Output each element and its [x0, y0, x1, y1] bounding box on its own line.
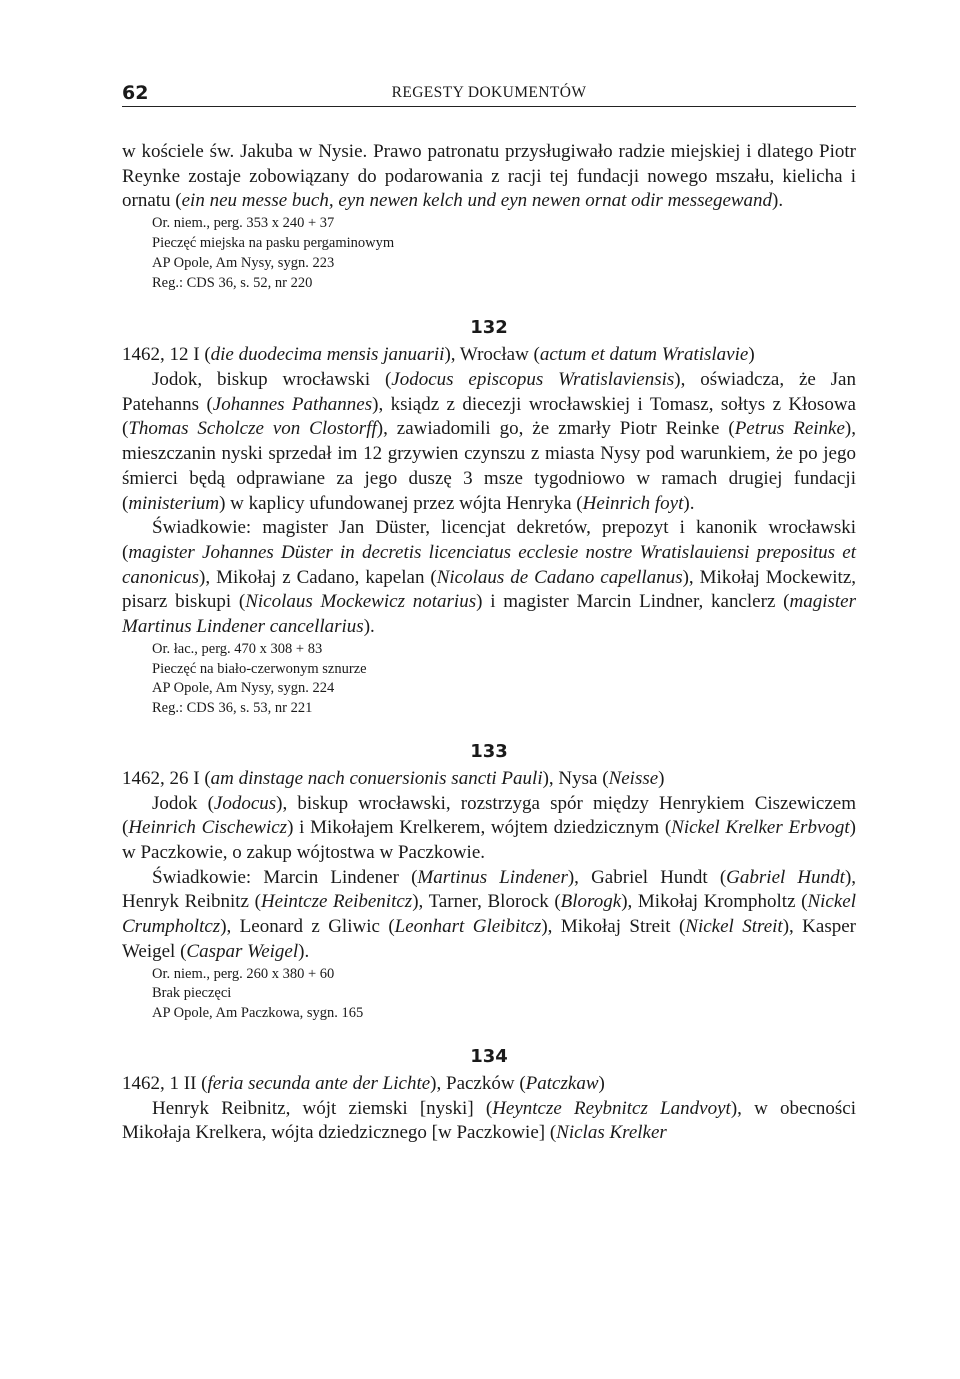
- text-run: ), oświadcza, że Jan Patehanns (: [122, 369, 856, 415]
- latin-quotation: ein neu messe buch, eyn newen kelch und eyn newen ornat odir messegewand: [181, 190, 773, 212]
- latin-quotation: Martinus Lindener: [417, 866, 568, 888]
- regest-number: 133: [470, 740, 508, 762]
- text-run: ) w Paczkowie, o zakup wójtostwa w Paczkowie.: [122, 817, 856, 864]
- text-run: Jodok (: [152, 792, 214, 814]
- text-run: Świadkowie: magister Jan Düster, licencjat dekretów, prepozyt i kanonik wrocławski (: [122, 517, 856, 563]
- latin-quotation: magister Johannes Düster in decretis licenciatus ecclesie nostre Wratislauiensi prepositus et canonicus: [122, 541, 856, 588]
- latin-quotation: Petrus Reinke: [734, 418, 845, 440]
- archival-note: Pieczęć miejska na pasku pergaminowym: [152, 234, 395, 251]
- text-run: ), Kasper Weigel (: [122, 916, 856, 962]
- archival-note: AP Opole, Am Nysy, sygn. 223: [152, 254, 335, 271]
- text-run: 1462, 12 I (: [122, 344, 211, 366]
- latin-quotation: Heinrich Cischewicz: [128, 817, 288, 839]
- archival-note: Reg.: CDS 36, s. 52, nr 220: [152, 274, 313, 291]
- page-header: [122, 80, 856, 107]
- latin-quotation: Leonhart Gleibitcz: [394, 916, 542, 938]
- regest-paragraph: [122, 792, 856, 866]
- text-run: ).: [363, 616, 375, 638]
- text-run: ).: [683, 492, 695, 514]
- latin-quotation: magister Martinus Lindener cancellarius: [122, 591, 856, 638]
- text-run: 1462, 1 II (: [122, 1072, 208, 1094]
- latin-quotation: ministerium: [128, 492, 220, 514]
- latin-quotation: die duodecima mensis januarii: [210, 344, 445, 366]
- text-run: 1462, 26 I (: [122, 767, 211, 789]
- text-run: ), Mikołaj Streit (: [541, 916, 686, 938]
- regest-metadata: [152, 965, 856, 1024]
- text-run: Jodok, biskup wrocławski (: [152, 369, 392, 390]
- regest-date-line: [122, 767, 856, 792]
- archival-note: Pieczęć na biało-czerwonym sznurze: [152, 660, 367, 677]
- archival-note: AP Opole, Am Nysy, sygn. 224: [152, 680, 335, 697]
- page-number: 62: [122, 82, 149, 104]
- latin-quotation: Nickel Crumpholtcz: [122, 891, 857, 938]
- carryover-paragraph: [122, 140, 856, 214]
- text-run: ), Henryk Reibnitz (: [122, 866, 857, 913]
- text-run: ) w kaplicy ufundowanej przez wójta Henryka (: [219, 492, 583, 514]
- running-head: REGESTY DOKUMENTÓW: [391, 84, 587, 101]
- text-run: Świadkowie: Marcin Lindener (: [152, 866, 418, 888]
- text-run: ), Leonard z Gliwic (: [220, 916, 395, 938]
- latin-quotation: am dinstage nach conuersionis sancti Pauli: [210, 767, 543, 789]
- carryover-metadata: [152, 214, 856, 293]
- text-run: ), Wrocław (: [444, 344, 540, 366]
- latin-quotation: Jodocus episcopus Wratislaviensis: [391, 369, 675, 390]
- page-content: [122, 140, 856, 1146]
- text-run: ), Paczków (: [430, 1072, 526, 1094]
- text-run: ).: [298, 940, 310, 962]
- latin-quotation: Jodocus: [213, 792, 277, 814]
- latin-quotation: Nicolaus Mockewicz notarius: [245, 591, 477, 613]
- text-run: w kościele św. Jakuba w Nysie. Prawo patronatu przysługiwało radzie miejskiej i dlatego Piotr Reynke zostaje zobowiązany do podarowania z racji tej fundacji nowego mszału, kielicha i ornatu (: [122, 141, 856, 212]
- text-run: ), mieszczanin nyski sprzedał im 12 grzywien czynszu z miasta Nysy pod warunkiem, że po jego śmierci będą odprawiane za jego duszę 3 msze tygodniowo w ramach drugiej fundacji (: [122, 418, 856, 514]
- latin-quotation: Nicolaus de Cadano capellanus: [436, 566, 683, 588]
- archival-note: Or. łac., perg. 470 x 308 + 83: [152, 640, 323, 657]
- latin-quotation: Heyntcze Reybnitcz Landvoyt: [492, 1097, 731, 1119]
- archival-note: Reg.: CDS 36, s. 53, nr 221: [152, 700, 313, 717]
- latin-quotation: Patczkaw: [525, 1072, 599, 1094]
- regest-number: 134: [470, 1045, 508, 1067]
- regest-number: 132: [470, 317, 508, 339]
- regest-paragraph: [122, 368, 856, 516]
- archival-note: Or. niem., perg. 353 x 240 + 37: [152, 215, 335, 232]
- archival-note: Brak pieczęci: [152, 985, 232, 1002]
- regest-paragraph: [122, 866, 856, 965]
- regest-metadata: [152, 640, 856, 719]
- text-run: ): [598, 1072, 605, 1094]
- regest-date-line: [122, 343, 856, 368]
- text-run: ), Mikołaj Mockewitz, pisarz biskupi (: [122, 566, 856, 613]
- text-run: ): [748, 344, 755, 366]
- text-run: ), ksiądz z diecezji wrocławskiej i Tomasz, sołtys z Kłosowa (: [122, 393, 856, 440]
- text-run: ), zawiadomili go, że zmarły Piotr Reinke (: [376, 418, 735, 440]
- text-run: ) i magister Marcin Lindner, kanclerz (: [476, 591, 790, 613]
- text-run: ), Mikołaj z Cadano, kapelan (: [199, 566, 437, 588]
- text-run: ): [658, 767, 665, 789]
- regest-paragraph: [122, 1097, 856, 1146]
- latin-quotation: Niclas Krelker: [556, 1122, 667, 1144]
- latin-quotation: Heintcze Reibenitcz: [260, 891, 413, 913]
- text-run: ).: [772, 190, 784, 212]
- latin-quotation: Johannes Pathannes: [212, 393, 373, 415]
- entries-list: [122, 317, 856, 1146]
- text-run: ), Nysa (: [542, 767, 609, 789]
- latin-quotation: Neisse: [608, 767, 659, 789]
- latin-quotation: Thomas Scholcze von Clostorff: [128, 418, 377, 440]
- latin-quotation: feria secunda ante der Lichte: [207, 1072, 431, 1094]
- text-run: ), w obecności Mikołaja Krelkera, wójta dziedzicznego [w Paczkowie] (: [122, 1097, 856, 1144]
- latin-quotation: Caspar Weigel: [186, 940, 299, 962]
- latin-quotation: Gabriel Hundt: [726, 866, 845, 888]
- text-run: ), Mikołaj Krompholtz (: [621, 891, 808, 913]
- latin-quotation: Nickel Streit: [685, 916, 783, 938]
- archival-note: Or. niem., perg. 260 x 380 + 60: [152, 965, 335, 982]
- text-run: ), Tarner, Blorock (: [412, 891, 561, 913]
- latin-quotation: actum et datum Wratislavie: [539, 344, 749, 366]
- text-run: ) i Mikołajem Krelkerem, wójtem dziedzicznym (: [287, 817, 672, 839]
- text-run: ), Gabriel Hundt (: [567, 866, 727, 888]
- text-run: Henryk Reibnitz, wójt ziemski [nyski] (: [152, 1097, 493, 1119]
- regest-date-line: [122, 1072, 856, 1097]
- archival-note: AP Opole, Am Paczkowa, sygn. 165: [152, 1005, 364, 1022]
- regest-paragraph: [122, 516, 856, 640]
- latin-quotation: Blorogk: [560, 891, 622, 913]
- text-run: ), biskup wrocławski, rozstrzyga spór między Henrykiem Ciszewiczem (: [122, 792, 856, 839]
- latin-quotation: Nickel Krelker Erbvogt: [671, 817, 850, 839]
- latin-quotation: Heinrich foyt: [582, 492, 684, 514]
